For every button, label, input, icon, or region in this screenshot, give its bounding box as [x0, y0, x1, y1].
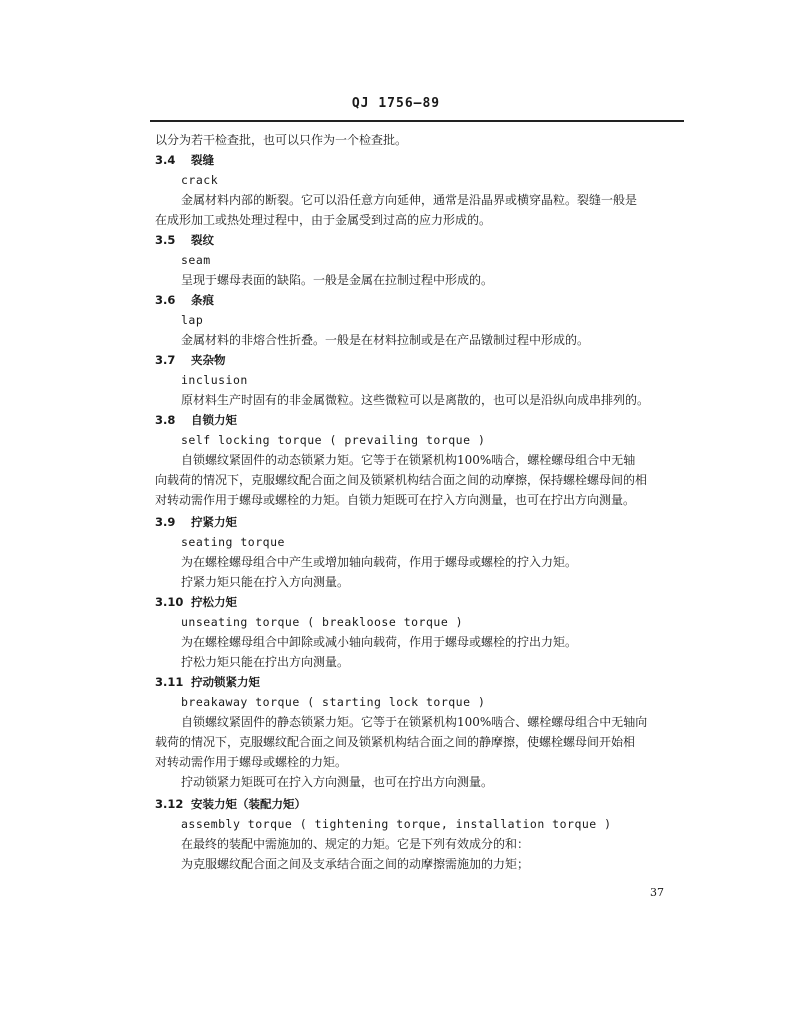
section-title: 裂纹 — [191, 233, 214, 247]
section-english-term: seam — [181, 253, 211, 267]
section-number: 3.11 — [155, 675, 184, 689]
section-body-line: 在成形加工或热处理过程中，由于金属受到过高的应力形成的。 — [155, 213, 492, 227]
section-body-line: 为克服螺纹配合面之间及支承结合面之间的动摩擦需施加的力矩； — [181, 857, 530, 871]
section-heading — [155, 232, 214, 248]
section-body-line: 向载荷的情况下，克服螺纹配合面之间及锁紧机构结合面之间的动摩擦，保持螺栓螺母间的相 — [155, 473, 648, 487]
section-body-line: 自锁螺纹紧固件的静态锁紧力矩。它等于在锁紧机构100%啮合、螺栓螺母组合中无轴向 — [181, 715, 648, 729]
section-number: 3.5 — [155, 233, 176, 247]
section-heading — [155, 594, 237, 610]
section-english-term: breakaway torque ( starting lock torque ) — [181, 695, 486, 709]
section-body-line: 拧松力矩只能在拧出方向测量。 — [181, 655, 350, 669]
section-number: 3.6 — [155, 293, 176, 307]
section-english-term: inclusion — [181, 373, 248, 387]
section-number: 3.10 — [155, 595, 184, 609]
section-number: 3.7 — [155, 353, 176, 367]
section-title: 拧动锁紧力矩 — [191, 675, 260, 689]
section-number: 3.4 — [155, 153, 176, 167]
section-number: 3.9 — [155, 515, 176, 529]
section-body-line: 金属材料的非熔合性折叠。一般是在材料拉制或是在产品镦制过程中形成的。 — [181, 333, 590, 347]
section-english-term: assembly torque ( tightening torque, installation torque ) — [181, 817, 612, 831]
section-english-term: seating torque — [181, 535, 285, 549]
section-body-line: 拧动锁紧力矩既可在拧入方向测量，也可在拧出方向测量。 — [181, 775, 494, 789]
section-number: 3.12 — [155, 797, 184, 811]
section-title: 安装力矩（装配力矩） — [191, 797, 306, 811]
section-heading — [155, 352, 226, 368]
section-title: 自锁力矩 — [191, 413, 237, 427]
section-body-line: 呈现于螺母表面的缺陷。一般是金属在拉制过程中形成的。 — [181, 273, 494, 287]
page-number: 37 — [650, 886, 664, 899]
section-title: 拧松力矩 — [191, 595, 237, 609]
section-body-line: 为在螺栓螺母组合中产生或增加轴向载荷，作用于螺母或螺栓的拧入力矩。 — [181, 555, 578, 569]
section-body-line: 原材料生产时固有的非金属微粒。这些微粒可以是离散的，也可以是沿纵向成串排列的。 — [181, 393, 650, 407]
section-body-line: 对转动需作用于螺母或螺栓的力矩。 — [155, 755, 348, 769]
section-title: 拧紧力矩 — [191, 515, 237, 529]
section-title: 裂缝 — [191, 153, 214, 167]
section-number: 3.8 — [155, 413, 176, 427]
intro-line: 以分为若干检查批，也可以只作为一个检查批。 — [155, 133, 408, 147]
section-body-line: 对转动需作用于螺母或螺栓的力矩。自锁力矩既可在拧入方向测量，也可在拧出方向测量。 — [155, 493, 636, 507]
section-body-line: 金属材料内部的断裂。它可以沿任意方向延伸，通常是沿晶界或横穿晶粒。裂缝一般是 — [181, 193, 638, 207]
section-heading — [155, 292, 214, 308]
standard-code-header: QJ 1756—89 — [351, 96, 441, 111]
section-body-line: 载荷的情况下，克服螺纹配合面之间及锁紧机构结合面之间的静摩擦，使螺栓螺母间开始相 — [155, 735, 636, 749]
header-rule — [150, 120, 684, 122]
section-heading — [155, 674, 260, 690]
section-heading — [155, 412, 237, 428]
section-body-line: 自锁螺纹紧固件的动态锁紧力矩。它等于在锁紧机构100%啮合，螺栓螺母组合中无轴 — [181, 453, 636, 467]
section-english-term: lap — [181, 313, 204, 327]
section-title: 夹杂物 — [191, 353, 226, 367]
section-english-term: crack — [181, 173, 219, 187]
section-body-line: 拧紧力矩只能在拧入方向测量。 — [181, 575, 350, 589]
section-english-term: self locking torque ( prevailing torque ) — [181, 433, 486, 447]
section-body-line: 为在螺栓螺母组合中卸除或减小轴向载荷，作用于螺母或螺栓的拧出力矩。 — [181, 635, 578, 649]
section-heading — [155, 152, 214, 168]
section-english-term: unseating torque ( breakloose torque ) — [181, 615, 464, 629]
section-title: 条痕 — [191, 293, 214, 307]
section-heading — [155, 796, 306, 812]
section-heading — [155, 514, 237, 530]
section-body-line: 在最终的装配中需施加的、规定的力矩。它是下列有效成分的和： — [181, 837, 530, 851]
